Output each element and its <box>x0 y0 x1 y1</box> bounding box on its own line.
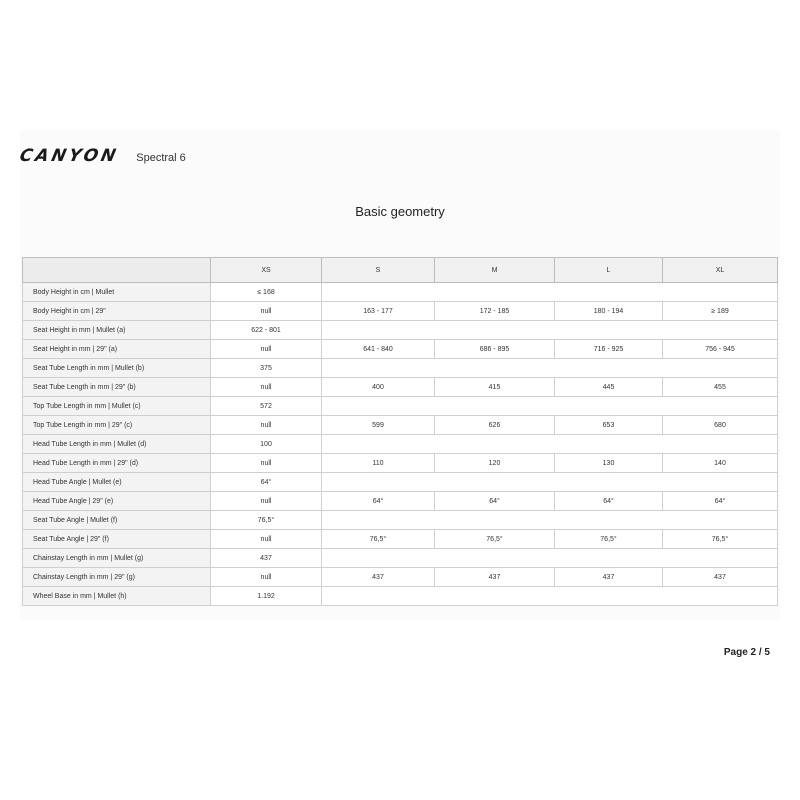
table-cell: 76,5° <box>663 530 778 549</box>
row-label: Body Height in cm | Mullet <box>23 283 211 302</box>
table-cell: 76,5° <box>435 530 555 549</box>
row-label: Head Tube Angle | Mullet (e) <box>23 473 211 492</box>
row-label: Seat Tube Length in mm | Mullet (b) <box>23 359 211 378</box>
table-cell: 163 - 177 <box>322 302 435 321</box>
column-header-size: S <box>322 258 435 283</box>
table-cell: 375 <box>211 359 322 378</box>
table-cell: null <box>211 378 322 397</box>
table-row <box>23 321 778 340</box>
empty-cell <box>322 511 778 530</box>
table-cell: ≥ 189 <box>663 302 778 321</box>
table-cell: 130 <box>555 454 663 473</box>
row-label: Head Tube Angle | 29" (e) <box>23 492 211 511</box>
table-cell: 622 - 801 <box>211 321 322 340</box>
empty-cell <box>322 321 778 340</box>
row-label: Seat Tube Angle | 29" (f) <box>23 530 211 549</box>
table-cell: null <box>211 416 322 435</box>
table-row <box>23 549 778 568</box>
table-cell: 76,5° <box>211 511 322 530</box>
table-header-row <box>23 258 778 283</box>
row-label: Seat Tube Length in mm | 29" (b) <box>23 378 211 397</box>
row-label: Seat Height in mm | 29" (a) <box>23 340 211 359</box>
row-label: Body Height in cm | 29" <box>23 302 211 321</box>
table-cell: 680 <box>663 416 778 435</box>
table-cell: 76,5° <box>555 530 663 549</box>
row-label: Seat Height in mm | Mullet (a) <box>23 321 211 340</box>
table-cell: 437 <box>555 568 663 587</box>
table-row <box>23 435 778 454</box>
table-cell: 437 <box>435 568 555 587</box>
table-cell: 400 <box>322 378 435 397</box>
table-cell: 76,5° <box>322 530 435 549</box>
table-row <box>23 302 778 321</box>
table-cell: 415 <box>435 378 555 397</box>
table-cell: 437 <box>322 568 435 587</box>
column-header-size: XL <box>663 258 778 283</box>
table-cell: null <box>211 302 322 321</box>
table-cell: 172 - 185 <box>435 302 555 321</box>
table-row <box>23 530 778 549</box>
table-row <box>23 492 778 511</box>
model-name: Spectral 6 <box>136 152 186 164</box>
table-cell: 120 <box>435 454 555 473</box>
table-cell: 1.192 <box>211 587 322 606</box>
table-cell: 437 <box>211 549 322 568</box>
table-cell: 716 - 925 <box>555 340 663 359</box>
table-row <box>23 454 778 473</box>
table-cell: 64° <box>211 473 322 492</box>
brand-header <box>17 146 186 166</box>
table-row <box>23 416 778 435</box>
table-row <box>23 511 778 530</box>
empty-cell <box>322 283 778 302</box>
empty-cell <box>322 435 778 454</box>
page-number: Page 2 / 5 <box>723 647 770 658</box>
column-header-label <box>23 258 211 283</box>
table-row <box>23 340 778 359</box>
row-label: Top Tube Length in mm | Mullet (c) <box>23 397 211 416</box>
column-header-size: M <box>435 258 555 283</box>
table-row <box>23 378 778 397</box>
row-label: Top Tube Length in mm | 29" (c) <box>23 416 211 435</box>
table-body <box>23 283 778 606</box>
empty-cell <box>322 359 778 378</box>
column-header-size: XS <box>211 258 322 283</box>
table-cell: 455 <box>663 378 778 397</box>
table-cell: 140 <box>663 454 778 473</box>
table-row <box>23 587 778 606</box>
table-cell: null <box>211 568 322 587</box>
table-cell: 64° <box>322 492 435 511</box>
table-cell: 599 <box>322 416 435 435</box>
empty-cell <box>322 549 778 568</box>
row-label: Head Tube Length in mm | Mullet (d) <box>23 435 211 454</box>
row-label: Seat Tube Angle | Mullet (f) <box>23 511 211 530</box>
row-label: Head Tube Length in mm | 29" (d) <box>23 454 211 473</box>
table-cell: null <box>211 530 322 549</box>
empty-cell <box>322 473 778 492</box>
table-row <box>23 397 778 416</box>
row-label: Chainstay Length in mm | 29" (g) <box>23 568 211 587</box>
table-row <box>23 473 778 492</box>
table-cell: 180 - 194 <box>555 302 663 321</box>
table-cell: 100 <box>211 435 322 454</box>
table-cell: null <box>211 340 322 359</box>
table-cell: 626 <box>435 416 555 435</box>
table-row <box>23 568 778 587</box>
table-row <box>23 283 778 302</box>
row-label: Chainstay Length in mm | Mullet (g) <box>23 549 211 568</box>
empty-cell <box>322 587 778 606</box>
table-cell: null <box>211 454 322 473</box>
page-title: Basic geometry <box>355 204 445 219</box>
table-cell: 64° <box>663 492 778 511</box>
canyon-logo: CANYON <box>17 146 121 166</box>
table-cell: 641 - 840 <box>322 340 435 359</box>
table-cell: 653 <box>555 416 663 435</box>
geometry-table <box>22 257 778 606</box>
table-cell: 110 <box>322 454 435 473</box>
column-header-size: L <box>555 258 663 283</box>
table-cell: 64° <box>435 492 555 511</box>
empty-cell <box>322 397 778 416</box>
table-cell: 437 <box>663 568 778 587</box>
table-cell: 756 - 945 <box>663 340 778 359</box>
table-cell: 572 <box>211 397 322 416</box>
table-cell: ≤ 168 <box>211 283 322 302</box>
row-label: Wheel Base in mm | Mullet (h) <box>23 587 211 606</box>
table-cell: 686 - 895 <box>435 340 555 359</box>
table-cell: 64° <box>555 492 663 511</box>
table-cell: null <box>211 492 322 511</box>
table-row <box>23 359 778 378</box>
table-cell: 445 <box>555 378 663 397</box>
